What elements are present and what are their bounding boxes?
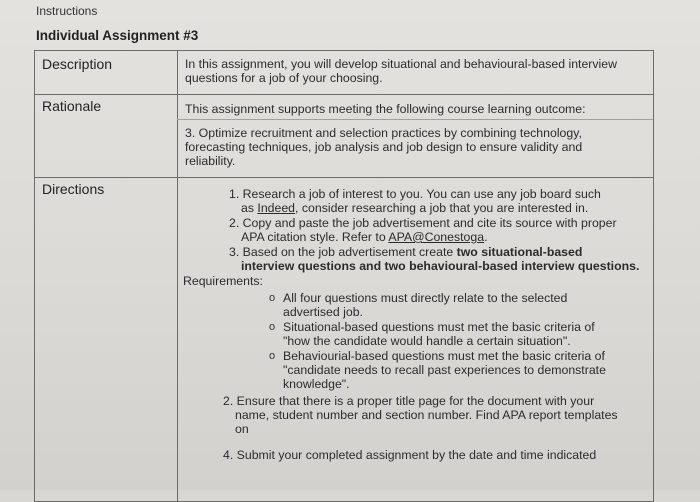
apa-conestoga-link[interactable]: APA@Conestoga [388,230,485,244]
requirements-label: Requirements: [183,274,263,288]
title-page-line: 2. Ensure that there is a proper title page for the document with your [223,394,595,408]
bullet-icon: o [269,292,276,304]
submit-line: 4. Submit your completed assignment by the date and time indicated [223,448,597,462]
description-line: questions for a job of your choosing. [185,71,383,85]
description-label: Description [42,56,113,72]
row-divider [35,94,653,95]
bullet-icon: o [269,321,276,333]
row-divider [35,177,653,178]
requirement-line: Situational-based questions must met the basic criteria of [283,320,595,334]
step-research-line: as Indeed, consider researching a job that you are interested in. [241,201,589,215]
title-page-line: on [235,422,249,436]
requirement-line: All four questions must directly relate to the selected [283,291,568,305]
rationale-label: Rationale [42,98,102,114]
requirement-line: "how the candidate would handle a certain situation". [283,334,571,348]
bullet-icon: o [269,350,276,362]
step-create-line: interview questions and two behavioural-based interview questions. [241,259,640,273]
directions-label: Directions [42,181,105,197]
step-create-line: 3. Based on the job advertisement create two situational-based [229,245,583,259]
rationale-intro: This assignment supports meeting the following course learning outcome: [185,102,586,116]
assignment-table [34,50,654,502]
step-copy-line: 2. Copy and paste the job advertisement and cite its source with proper [229,216,617,230]
title-page-line: name, student number and section number. Find APA report templates [235,408,618,422]
indeed-link[interactable]: Indeed [257,201,296,215]
instructions-heading: Instructions [36,4,98,18]
requirement-line: advertised job. [283,305,363,319]
learning-outcome-line: reliability. [185,154,236,168]
requirement-line: "candidate needs to recall past experiences to demonstrate [283,363,606,377]
requirement-line: Behaviourial-based questions must met the basic criteria of [283,349,605,363]
rationale-inner-divider [177,119,653,120]
learning-outcome-line: forecasting techniques, job analysis and job design to ensure validity and [185,140,583,154]
step-copy-line: APA citation style. Refer to APA@Conestoga. [241,230,488,244]
learning-outcome-line: 3. Optimize recruitment and selection practices by combining technology, [185,126,582,140]
step-research-line: 1. Research a job of interest to you. You can use any job board such [229,187,601,201]
requirement-line: knowledge". [283,377,350,391]
description-line: In this assignment, you will develop situational and behavioural-based interview [185,57,618,71]
assignment-title: Individual Assignment #3 [36,28,199,43]
